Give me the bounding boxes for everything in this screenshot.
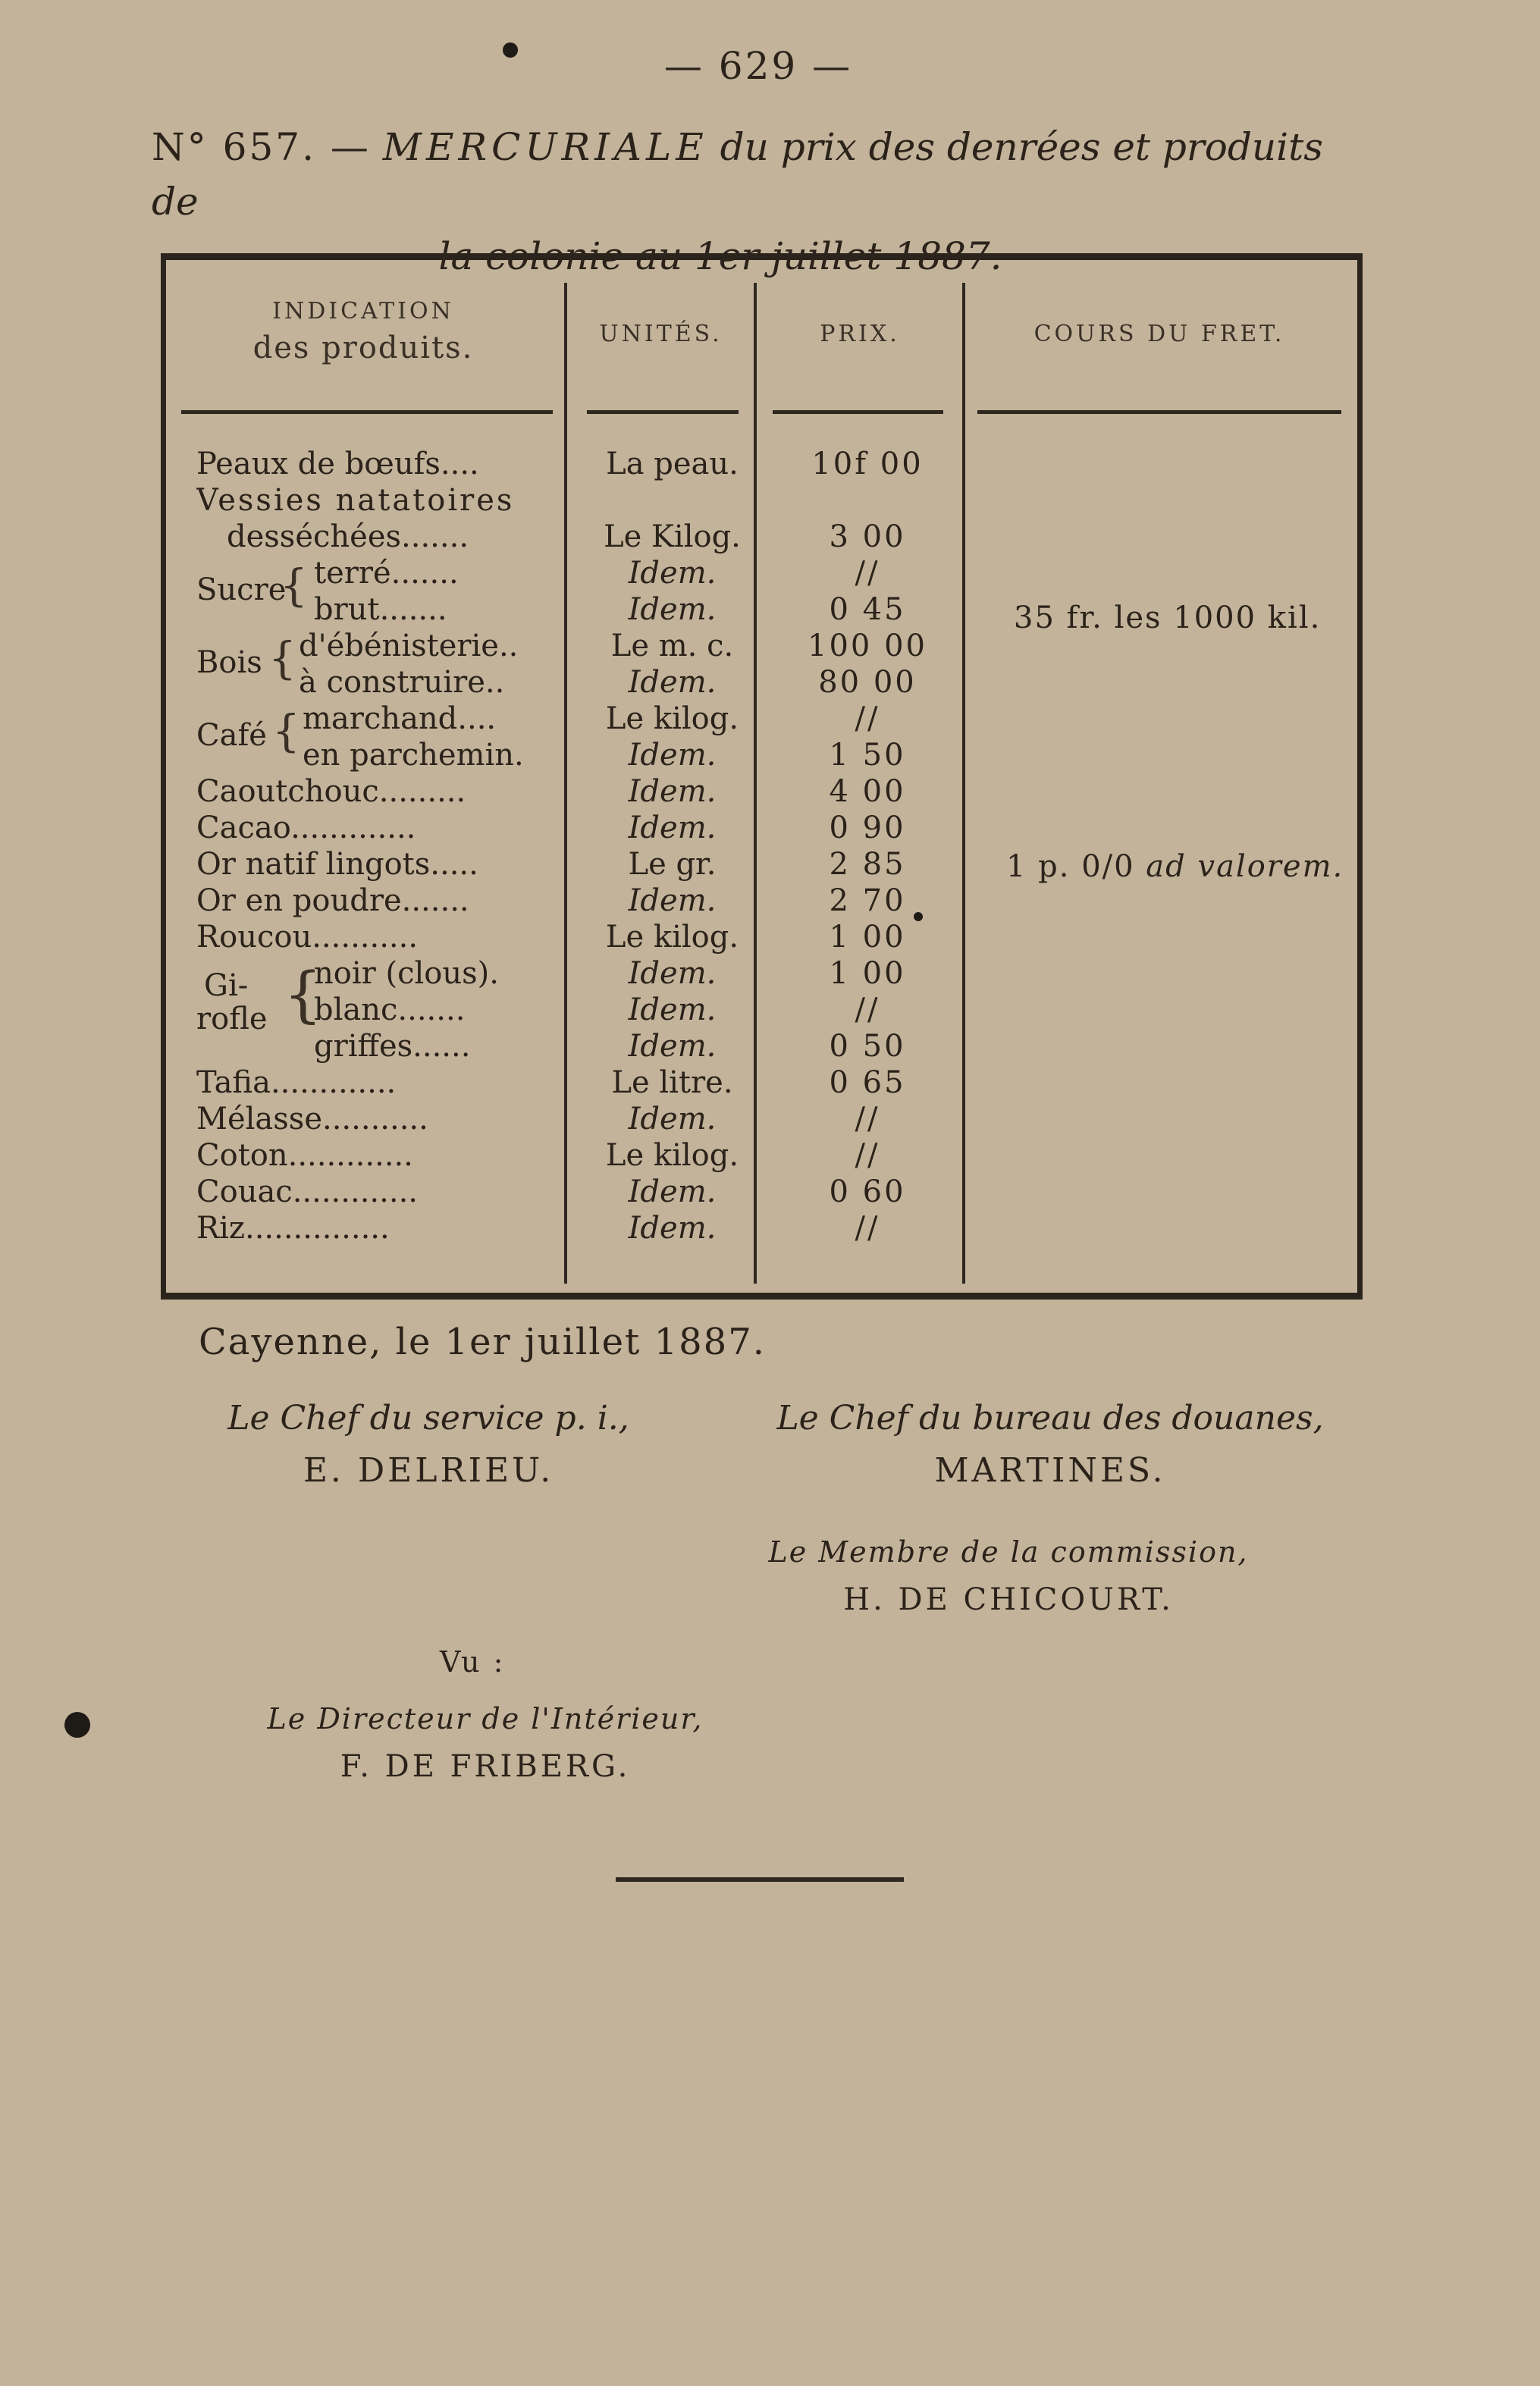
header-prix: PRIX. xyxy=(820,321,900,347)
document-number: N° 657. — xyxy=(152,125,371,169)
table-row: Cacao............. Idem. 0 90 xyxy=(196,810,906,845)
bottom-rule xyxy=(616,1877,904,1882)
group-label-cafe: Café xyxy=(196,718,267,753)
group-label-bois: Bois xyxy=(196,645,262,680)
table-row: marchand.... Le kilog. // xyxy=(303,701,880,736)
group-label-girofle: Gi- rofle xyxy=(196,968,268,1036)
table-row: Riz............... Idem. // xyxy=(196,1211,880,1246)
heading-title: MERCURIALE xyxy=(382,125,708,169)
table-row: Mélasse........... Idem. // xyxy=(196,1102,880,1137)
brace-icon: { xyxy=(284,959,322,1030)
table-row: Vessies natatoires xyxy=(196,483,515,518)
place-date: Cayenne, le 1er juillet 1887. xyxy=(199,1321,766,1363)
table-row: en parchemin. Idem. 1 50 xyxy=(303,738,906,773)
table-row: Tafia............. Le litre. 0 65 xyxy=(196,1065,906,1100)
table-row: Or en poudre....... Idem. 2 70 xyxy=(196,883,906,918)
header-rule xyxy=(977,410,1341,414)
header-rule xyxy=(587,410,739,414)
table-row: à construire.. Idem. 80 00 xyxy=(299,665,917,700)
table-row: griffes...... Idem. 0 50 xyxy=(314,1029,906,1064)
signature-directeur-interieur: Le Directeur de l'Intérieur, F. DE FRIBERG. xyxy=(267,1702,704,1784)
header-unites: UNITÉS. xyxy=(599,321,723,347)
table-row: Or natif lingots..... Le gr. 2 85 xyxy=(196,847,906,882)
table-row: Caoutchouc......... Idem. 4 00 xyxy=(196,774,906,809)
brace-icon: { xyxy=(272,705,300,757)
header-fret: COURS DU FRET. xyxy=(1033,321,1285,347)
brace-icon: { xyxy=(268,632,296,684)
table-row: Couac............. Idem. 0 60 xyxy=(196,1174,906,1209)
table-row: d'ébénisterie.. Le m. c. 100 00 xyxy=(299,629,927,663)
group-label-sucre: Sucre xyxy=(196,572,287,607)
table-row: Coton............. Le kilog. // xyxy=(196,1138,880,1173)
brace-icon: { xyxy=(280,560,308,611)
page-number: — 629 — xyxy=(663,44,853,88)
table-row: brut....... Idem. 0 45 xyxy=(314,592,906,627)
header-indication: INDICATION des produits. xyxy=(252,298,474,365)
table-row: Peaux de bœufs.... La peau. 10f 00 xyxy=(196,447,924,481)
table-row: terré....... Idem. // xyxy=(314,556,880,591)
table-row: Roucou........... Le kilog. 1 00 xyxy=(196,920,906,955)
fret-note: 1 p. 0/0 ad valorem. xyxy=(1006,849,1344,884)
table-row: desséchées....... Le Kilog. 3 00 xyxy=(227,519,906,554)
ink-spot xyxy=(64,1712,90,1738)
signature-chef-douanes: Le Chef du bureau des douanes, MARTINES. xyxy=(776,1399,1324,1490)
header-rule xyxy=(773,410,943,414)
vu-label: Vu : xyxy=(440,1645,506,1679)
table-row: blanc....... Idem. // xyxy=(314,992,880,1027)
heading-line2: la colonie au 1er juillet 1887. xyxy=(438,234,1002,278)
fret-note: 35 fr. les 1000 kil. xyxy=(1014,600,1322,635)
header-rule xyxy=(181,410,553,414)
heading-line1-rest: du prix des denrées et produits de xyxy=(152,125,1323,224)
table-row: noir (clous). Idem. 1 00 xyxy=(314,956,906,991)
signature-membre-commission: Le Membre de la commission, H. DE CHICOURT. xyxy=(768,1535,1249,1617)
price-table xyxy=(161,253,1363,1300)
signature-chef-service: Le Chef du service p. i., E. DELRIEU. xyxy=(227,1399,629,1490)
